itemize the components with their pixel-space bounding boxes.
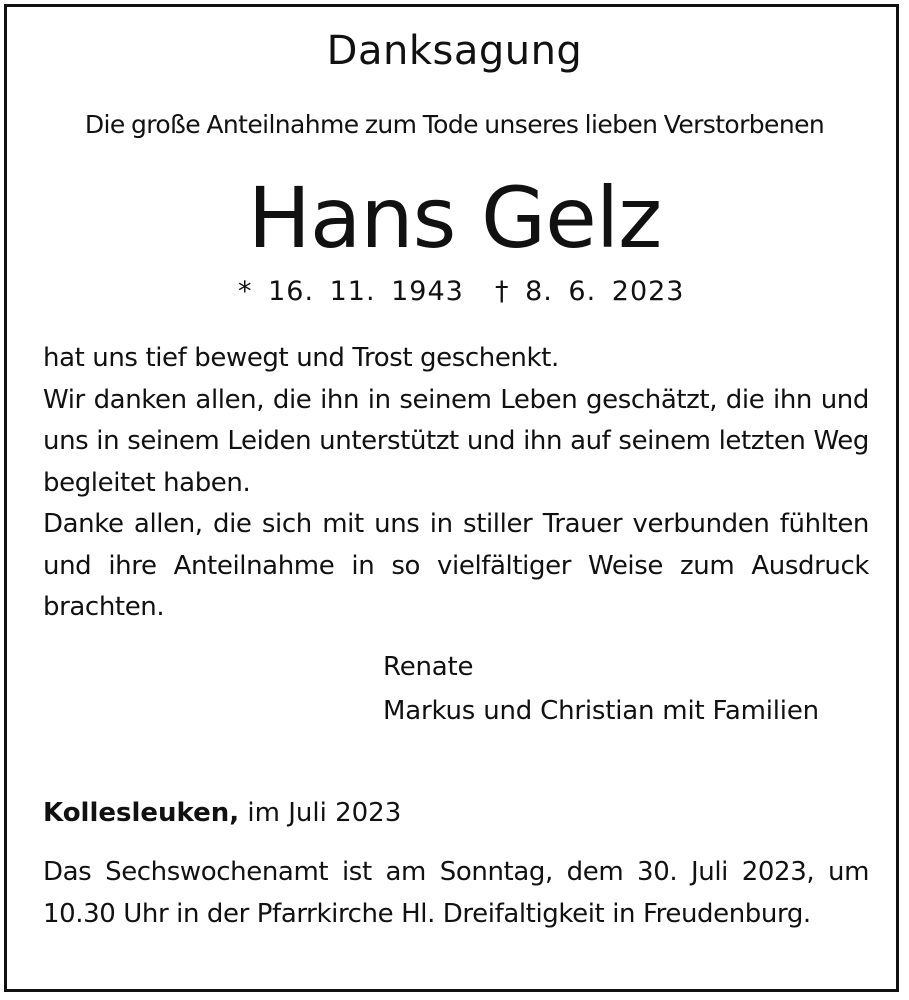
thanks-body: Wir danken allen, die ihn in seinem Leben geschätzt, die ihn und uns in seinem Leiden unterstützt und ihn auf seinem letzten Weg begleitet haben. [43, 384, 869, 498]
service-paragraph: Das Sechswochenamt ist am Sonntag, dem 30. Juli 2023, um 10.30 Uhr in der Pfarrkirche Hl. Dreifaltigkeit in Freudenburg. [43, 857, 869, 929]
notice-date: im Juli 2023 [247, 798, 402, 828]
notice-title: Danksagung [326, 28, 583, 74]
deceased-name: Hans Gelz [247, 169, 662, 267]
signature-renate: Renate [383, 652, 474, 682]
thanks-paragraph [43, 338, 869, 504]
place-name: Kollesleuken, [43, 798, 240, 828]
death-date: † 8. 6. 2023 [495, 276, 685, 307]
intro-text: Die große Anteilnahme zum Tode unseres lieben Verstorbenen [84, 110, 825, 139]
mourning-paragraph: Danke allen, die sich mit uns in stiller Trauer verbunden fühlten und ihre Anteilnahme in so vielfältiger Weise zum Ausdruck brachten. [43, 509, 869, 622]
signature-family: Markus und Christian mit Familien [383, 696, 819, 726]
thanks-first-line: hat uns tief bewegt und Trost geschenkt. [43, 343, 559, 373]
birth-date: * 16. 11. 1943 [238, 276, 464, 307]
place-date-line [43, 798, 401, 828]
